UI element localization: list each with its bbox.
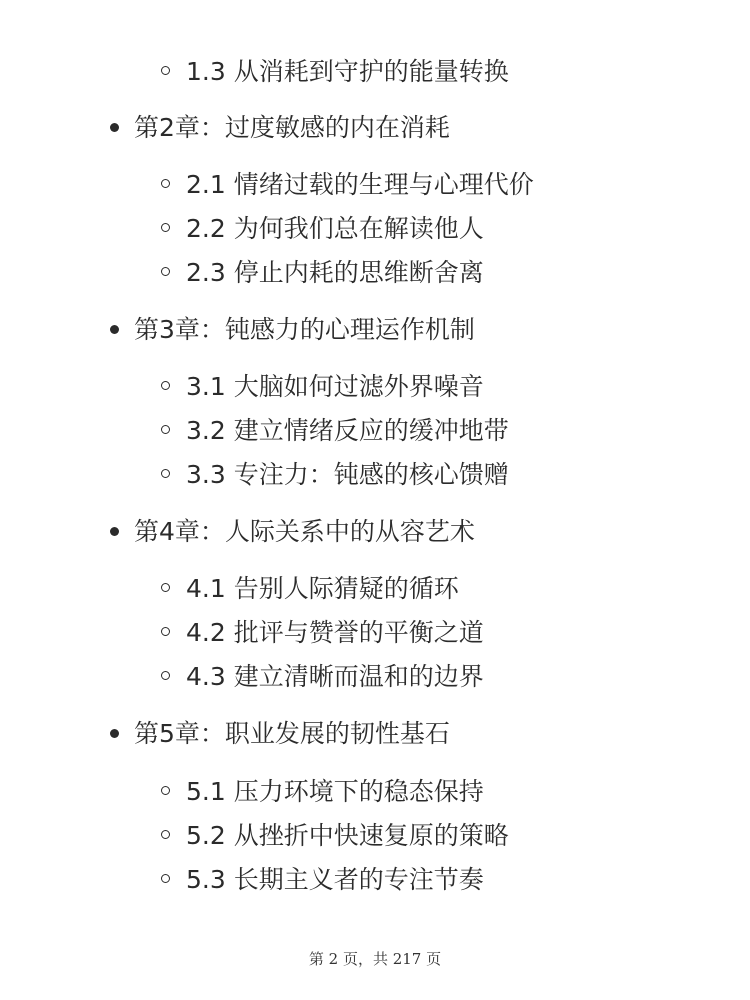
toc-section-5-2 [186,816,509,856]
toc-chapter-4 [134,512,475,552]
toc-section-title: 3.1 大脑如何过滤外界噪音 [186,372,484,401]
hollow-bullet-icon [161,179,170,188]
hollow-bullet-icon [161,425,170,434]
toc-section-4-2 [186,613,484,653]
filled-bullet-icon [110,325,119,334]
toc-chapter-5 [134,714,450,754]
filled-bullet-icon [110,729,119,738]
hollow-bullet-icon [161,786,170,795]
toc-section-1-3 [186,52,509,92]
toc-section-5-3 [186,860,484,900]
toc-section-title: 1.3 从消耗到守护的能量转换 [186,57,509,86]
hollow-bullet-icon [161,223,170,232]
toc-chapter-title: 第4章：人际关系中的从容艺术 [134,517,475,546]
hollow-bullet-icon [161,583,170,592]
toc-section-5-1 [186,772,484,812]
toc-chapter-title: 第3章：钝感力的心理运作机制 [134,315,475,344]
toc-chapter-title: 第5章：职业发展的韧性基石 [134,719,450,748]
toc-section-2-2 [186,209,484,249]
hollow-bullet-icon [161,874,170,883]
toc-section-title: 5.3 长期主义者的专注节奏 [186,865,484,894]
toc-section-title: 2.3 停止内耗的思维断舍离 [186,258,484,287]
toc-section-title: 4.3 建立清晰而温和的边界 [186,662,484,691]
toc-section-2-1 [186,165,534,205]
toc-section-title: 3.2 建立情绪反应的缓冲地带 [186,416,509,445]
filled-bullet-icon [110,123,119,132]
toc-section-title: 2.1 情绪过载的生理与心理代价 [186,170,534,199]
filled-bullet-icon [110,527,119,536]
hollow-bullet-icon [161,66,170,75]
hollow-bullet-icon [161,469,170,478]
hollow-bullet-icon [161,671,170,680]
toc-section-title: 5.2 从挫折中快速复原的策略 [186,821,509,850]
toc-section-4-3 [186,657,484,697]
toc-section-3-1 [186,367,484,407]
toc-section-4-1 [186,569,459,609]
hollow-bullet-icon [161,627,170,636]
hollow-bullet-icon [161,267,170,276]
toc-section-title: 2.2 为何我们总在解读他人 [186,214,484,243]
toc-section-title: 4.1 告别人际猜疑的循环 [186,574,459,603]
toc-section-title: 3.3 专注力：钝感的核心馈赠 [186,460,509,489]
toc-section-title: 5.1 压力环境下的稳态保持 [186,777,484,806]
toc-section-3-3 [186,455,509,495]
toc-chapter-3 [134,310,475,350]
toc-chapter-2 [134,108,450,148]
page-number-footer: 第 2 页，共 217 页 [308,950,442,968]
toc-section-2-3 [186,253,484,293]
toc-section-title: 4.2 批评与赞誉的平衡之道 [186,618,484,647]
hollow-bullet-icon [161,830,170,839]
hollow-bullet-icon [161,381,170,390]
toc-chapter-title: 第2章：过度敏感的内在消耗 [134,113,450,142]
toc-section-3-2 [186,411,509,451]
